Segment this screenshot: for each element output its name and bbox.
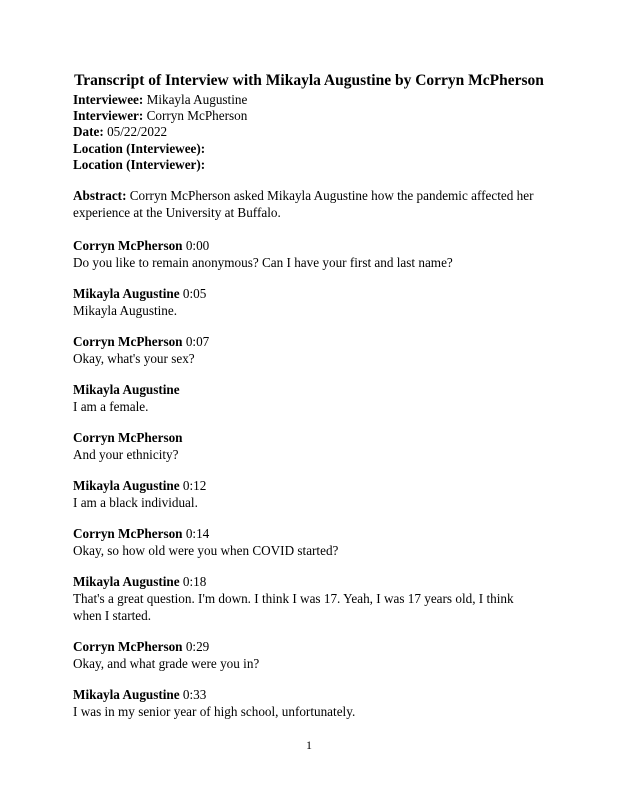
meta-label: Interviewee: bbox=[73, 92, 144, 107]
meta-label: Location (Interviewee): bbox=[73, 140, 206, 156]
transcript-turn bbox=[73, 429, 543, 463]
meta-value: Corryn McPherson bbox=[143, 108, 248, 124]
utterance: I am a black individual. bbox=[73, 495, 198, 510]
transcript-turn bbox=[73, 237, 543, 271]
utterance: And your ethnicity? bbox=[73, 447, 179, 462]
meta-interviewee bbox=[73, 92, 247, 108]
speaker-name: Corryn McPherson bbox=[73, 526, 183, 541]
interview-metadata bbox=[73, 92, 247, 173]
meta-location-interviewer bbox=[73, 157, 247, 173]
meta-value: 05/22/2022 bbox=[103, 124, 168, 140]
utterance: That's a great question. I'm down. I think I was 17. Yeah, I was 17 years old, I think when I started. bbox=[73, 591, 514, 623]
timestamp: 0:29 bbox=[182, 639, 210, 654]
timestamp: 0:00 bbox=[182, 238, 210, 253]
page-number: 1 bbox=[306, 738, 312, 752]
speaker-name: Corryn McPherson bbox=[73, 639, 183, 654]
timestamp: 0:14 bbox=[182, 526, 210, 541]
timestamp: 0:05 bbox=[179, 286, 207, 301]
meta-label: Date: bbox=[73, 124, 104, 140]
speaker-name: Mikayla Augustine bbox=[73, 574, 180, 589]
document-title: Transcript of Interview with Mikayla Augustine by Corryn McPherson bbox=[74, 72, 544, 89]
transcript-turn bbox=[73, 477, 543, 511]
meta-location-interviewee bbox=[73, 141, 247, 157]
transcript-turn bbox=[73, 381, 543, 415]
transcript-turn bbox=[73, 285, 543, 319]
utterance: I was in my senior year of high school, unfortunately. bbox=[73, 704, 356, 719]
transcript-turn bbox=[73, 686, 543, 720]
utterance: I am a female. bbox=[73, 399, 149, 414]
abstract-text: Corryn McPherson asked Mikayla Augustine how the pandemic affected her experience at the University at Buffalo. bbox=[73, 188, 534, 220]
speaker-name: Mikayla Augustine bbox=[73, 382, 180, 397]
meta-label: Interviewer: bbox=[73, 108, 144, 124]
transcript bbox=[73, 237, 543, 734]
timestamp: 0:07 bbox=[182, 334, 210, 349]
transcript-turn bbox=[73, 525, 543, 559]
meta-interviewer bbox=[73, 108, 247, 124]
speaker-name: Corryn McPherson bbox=[73, 334, 183, 349]
timestamp: 0:33 bbox=[179, 687, 207, 702]
transcript-turn bbox=[73, 573, 543, 624]
utterance: Okay, so how old were you when COVID started? bbox=[73, 543, 339, 558]
utterance: Okay, what's your sex? bbox=[73, 351, 195, 366]
speaker-name: Mikayla Augustine bbox=[73, 478, 180, 493]
utterance: Okay, and what grade were you in? bbox=[73, 656, 260, 671]
speaker-name: Corryn McPherson bbox=[73, 430, 183, 445]
meta-label: Location (Interviewer): bbox=[73, 156, 206, 172]
abstract-label: Abstract: bbox=[73, 188, 127, 203]
meta-value: Mikayla Augustine bbox=[143, 92, 248, 107]
timestamp: 0:18 bbox=[179, 574, 207, 589]
speaker-name: Mikayla Augustine bbox=[73, 687, 180, 702]
meta-date bbox=[73, 124, 247, 140]
timestamp: 0:12 bbox=[179, 478, 207, 493]
speaker-name: Mikayla Augustine bbox=[73, 286, 180, 301]
transcript-turn bbox=[73, 333, 543, 367]
utterance: Mikayla Augustine. bbox=[73, 303, 178, 318]
transcript-turn bbox=[73, 638, 543, 672]
speaker-name: Corryn McPherson bbox=[73, 238, 183, 253]
abstract bbox=[73, 187, 543, 221]
utterance: Do you like to remain anonymous? Can I have your first and last name? bbox=[73, 255, 453, 270]
